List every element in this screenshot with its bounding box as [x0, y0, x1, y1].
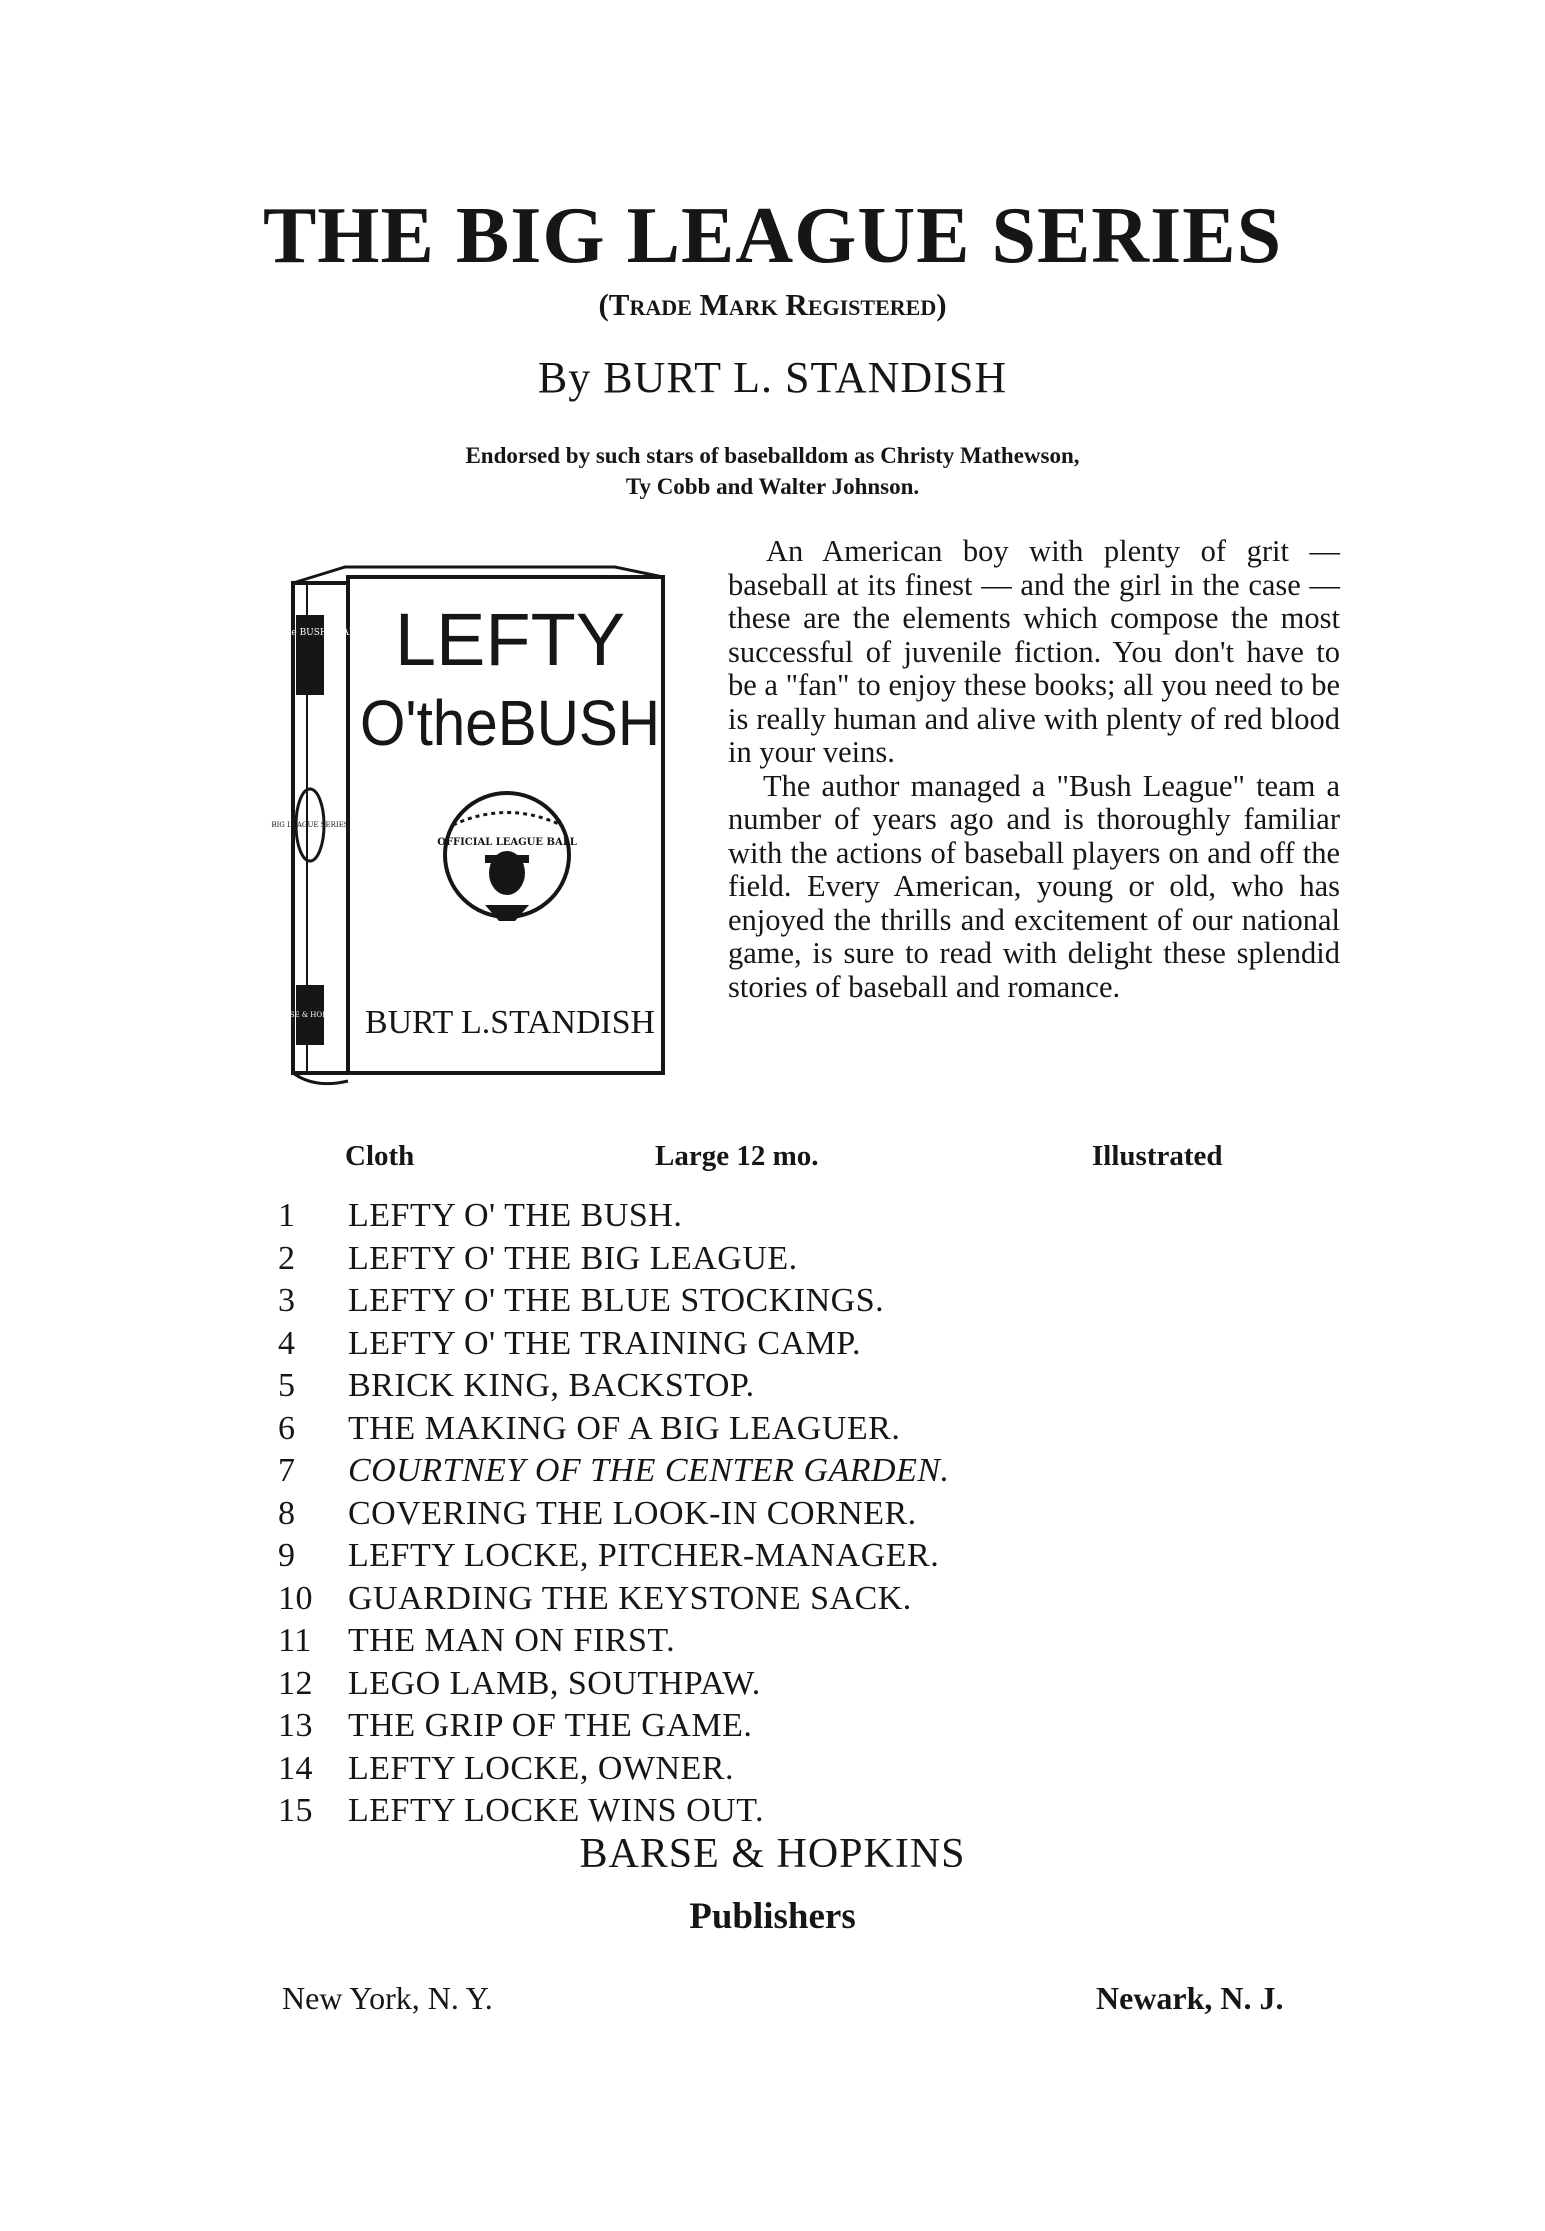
list-item: 5 BRICK KING, BACKSTOP. — [278, 1367, 755, 1404]
cover-title-line-1: LEFTY — [394, 598, 626, 681]
list-item: 2 LEFTY O' THE BIG LEAGUE. — [278, 1239, 798, 1277]
list-item: 6 THE MAKING OF A BIG LEAGUER. — [278, 1409, 901, 1447]
size-label: Large 12 mo. — [655, 1140, 819, 1172]
spine-mid-text: BIG LEAGUE SERIES — [271, 821, 349, 829]
publisher-role: Publishers — [689, 1896, 856, 1937]
series-title: THE BIG LEAGUE SERIES — [262, 192, 1283, 280]
list-item: 15 LEFTY LOCKE WINS OUT. — [278, 1792, 764, 1829]
list-item: 7 COURTNEY OF THE CENTER GARDEN. — [278, 1452, 950, 1489]
list-item: 12 LEGO LAMB, SOUTHPAW. — [278, 1664, 761, 1702]
book-cover-illustration — [238, 555, 695, 1095]
cover-title-line-2: O'theBUSH — [360, 687, 660, 759]
city-left: New York, N. Y. — [282, 1980, 493, 2016]
illustration-label: Illustrated — [1092, 1140, 1223, 1172]
list-item: 9 LEFTY LOCKE, PITCHER-MANAGER. — [278, 1537, 940, 1574]
list-item: 14 LEFTY LOCKE, OWNER. — [278, 1749, 734, 1787]
list-item: 11 THE MAN ON FIRST. — [278, 1622, 676, 1659]
list-item: 8 COVERING THE LOOK-IN CORNER. — [278, 1494, 917, 1532]
ball-label: OFFICIAL LEAGUE BALL — [437, 837, 577, 848]
list-item: 10 GUARDING THE KEYSTONE SACK. — [278, 1579, 912, 1617]
description-paragraph-2: The author managed a "Bush League" team a number of years ago and is thoroughly familiar with the actions of baseball players on and off the field. Every American, young or old, who has enjoyed the thrills and excitement of our national game, is sure to read with delight these splendid stories of baseball and romance. — [728, 768, 1340, 1004]
list-item: 13 THE GRIP OF THE GAME. — [278, 1707, 753, 1744]
spine-top-text: LEFTY O'the BUSH STANDISH — [238, 628, 382, 638]
city-right: Newark, N. J. — [1096, 1980, 1284, 2016]
endorsement-line-1: Endorsed by such stars of baseballdom as Christy Mathewson, — [465, 443, 1080, 468]
author-byline: By BURT L. STANDISH — [537, 353, 1008, 402]
binding-label: Cloth — [345, 1140, 415, 1172]
description-paragraph-1: An American boy with plenty of grit —baseball at its finest — and the girl in the case — these are the elements which compose the most successful of juvenile fiction. You don't have to be a "fan" to enjoy these books; all you need to be is really human and alive with plenty of red blood in your veins. — [728, 534, 1340, 769]
series-description — [728, 535, 1340, 1004]
endorsement-line-2: Ty Cobb and Walter Johnson. — [625, 474, 920, 499]
publisher-name: BARSE & HOPKINS — [579, 1831, 966, 1877]
spine-bottom-text: BARSE & HOPKINS — [274, 1011, 346, 1019]
list-item: 4 LEFTY O' THE TRAINING CAMP. — [278, 1324, 861, 1362]
cover-author: BURT L.STANDISH — [365, 1004, 655, 1041]
list-item: 3 LEFTY O' THE BLUE STOCKINGS. — [278, 1282, 885, 1319]
list-item: 1 LEFTY O' THE BUSH. — [278, 1197, 683, 1234]
trademark-note: (Trade Mark Registered) — [598, 287, 947, 322]
titles-list — [278, 1195, 1278, 1833]
